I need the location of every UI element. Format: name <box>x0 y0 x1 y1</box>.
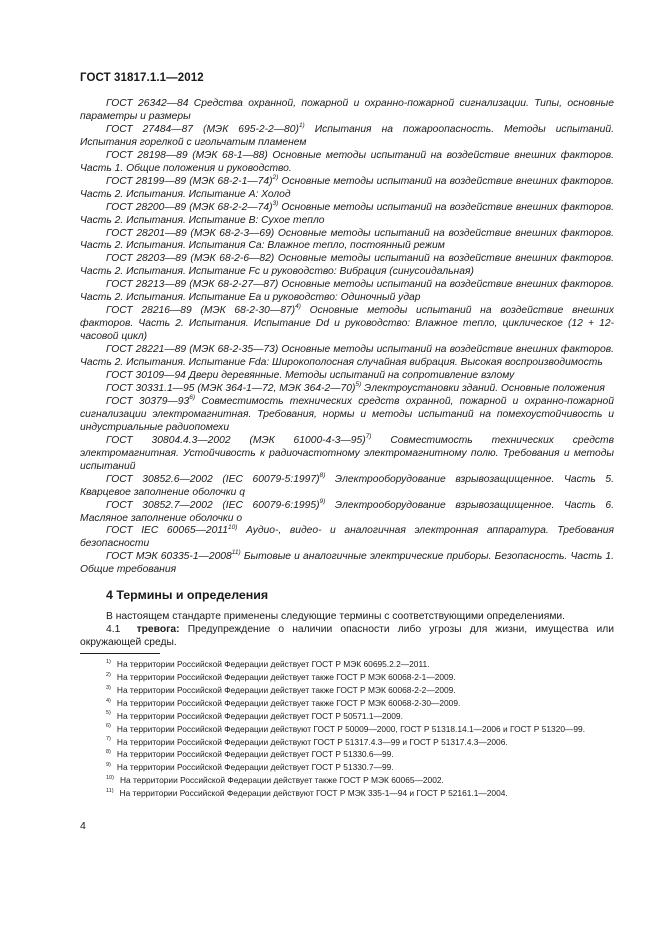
footnotes-list <box>80 658 614 800</box>
reference-item <box>80 497 614 526</box>
footnote-mark: 5) <box>355 381 362 389</box>
footnote-text: На территории Российской Федерации действует ГОСТ Р МЭК 60695.2.2—2011. <box>116 659 430 670</box>
reference-text: ГОСТ 30804.4.3—2002 (МЭК 61000-4-3—95) <box>106 434 366 446</box>
reference-text: ГОСТ IEC 60065—2011 <box>106 525 228 537</box>
normative-references-list <box>80 98 614 577</box>
footnote-number: 6) <box>106 723 111 730</box>
document-header: ГОСТ 31817.1.1—2012 <box>80 72 204 84</box>
footnote-item <box>80 787 614 800</box>
footnote-item <box>80 736 614 749</box>
reference-item <box>80 199 614 228</box>
reference-item <box>80 551 614 577</box>
footnote-item <box>80 658 614 671</box>
reference-title: Совместимость технических средств охранной, пожарной и охранно-пожарной сигнализации электромагнитная. Требования, нормы и методы испытаний на помехоустойчивость и индустриальные радиопомехи <box>80 395 614 433</box>
reference-text: ГОСТ 28203—89 (МЭК 68-2-6—82) Основные методы испытаний на воздействие внешних факторов. Часть 2. Испытания. Испытание Fc и руководство: Вибрация (синусоидальная) <box>80 253 614 278</box>
reference-title: Электрооборудование взрывозащищенное. Часть 6. Масляное заполнение оболочки о <box>80 499 614 524</box>
reference-item <box>80 383 614 396</box>
reference-text: ГОСТ 28221—89 (МЭК 68-2-35—73) Основные методы испытаний на воздействие внешних факторов. Часть 2. Испытания. Испытание Fda: Широкополосная случайная вибрация. Высокая воспроизводимость <box>80 344 614 369</box>
reference-text: ГОСТ 28201—89 (МЭК 68-2-3—69) Основные методы испытаний на воздействие внешних факторов. Часть 2. Испытания. Испытания Са: Влажное тепло, постоянный режим <box>80 227 614 252</box>
reference-text: ГОСТ 26342—84 Средства охранной, пожарной и охранно-пожарной сигнализации. Типы, основные параметры и размеры <box>80 98 614 122</box>
reference-text: ГОСТ МЭК 60335-1—2008 <box>106 551 232 563</box>
reference-item <box>80 253 614 279</box>
reference-title: Основные методы испытаний на воздействие внешних факторов. Часть 2. Испытания. Испытание Dd и руководство: Влажное тепло, циклическое (12 + 12-часовой цикл) <box>80 305 614 343</box>
reference-item <box>80 471 614 500</box>
footnote-item <box>80 697 614 710</box>
footnote-text: На территории Российской Федерации действует ГОСТ Р 51330.6—99. <box>116 749 394 760</box>
footnote-mark: 10) <box>228 523 238 531</box>
footnote-text: На территории Российской Федерации действует также ГОСТ Р МЭК 60068-2-2—2009. <box>116 684 456 695</box>
footnote-mark: 3) <box>272 199 279 207</box>
footnote-number: 10) <box>106 774 114 781</box>
reference-text: ГОСТ 28216—89 (МЭК 68-2-30—87) <box>106 305 296 317</box>
reference-text: ГОСТ 30852.7—2002 (IEC 60079-6:1995) <box>106 499 320 511</box>
reference-item <box>80 305 614 344</box>
footnote-number: 2) <box>106 671 111 678</box>
page-number: 4 <box>80 820 86 832</box>
footnote-text: На территории Российской Федерации действуют ГОСТ Р 51317.4.3—99 и ГОСТ Р 51317.4.3—2006. <box>116 736 508 747</box>
footnote-text: На территории Российской Федерации действует ГОСТ Р 51330.7—99. <box>116 762 394 773</box>
reference-item <box>80 370 614 383</box>
reference-item <box>80 98 614 124</box>
footnote-mark: 4) <box>295 303 301 311</box>
reference-text: ГОСТ 28213—89 (МЭК 68-2-27—87) Основные методы испытаний на воздействие внешних факторов. Часть 2. Испытания. Испытание Ea и руководство: Одиночный удар <box>80 279 614 304</box>
footnote-item <box>80 761 614 774</box>
footnote-mark: 1) <box>298 121 305 129</box>
footnote-item <box>80 671 614 684</box>
reference-text: ГОСТ 30852.6—2002 (IEC 60079-5:1997) <box>106 473 320 485</box>
reference-item <box>80 525 614 551</box>
footnote-number: 1) <box>106 658 111 665</box>
footnote-separator <box>80 653 160 654</box>
footnote-item <box>80 684 614 697</box>
footnote-mark: 11) <box>231 549 241 557</box>
footnote-number: 9) <box>106 762 111 769</box>
reference-text: ГОСТ 28199—89 (МЭК 68-2-1—74) <box>106 175 273 187</box>
footnote-text: На территории Российской Федерации действуют ГОСТ Р МЭК 335-1—94 и ГОСТ Р 52161.1—2004. <box>119 788 508 799</box>
definition-4-1 <box>80 624 614 650</box>
reference-text: ГОСТ 30331.1—95 (МЭК 364-1—72, МЭК 364-2—70) <box>106 382 356 394</box>
reference-title: Испытания на пожароопасность. Методы испытаний. Испытания горелкой с игольчатым пламенем <box>80 123 614 148</box>
section-title: 4 Термины и определения <box>106 588 269 603</box>
footnote-mark: 9) <box>319 497 326 505</box>
footnote-text: На территории Российской Федерации действуют ГОСТ Р 50009—2000, ГОСТ Р 51318.14.1—2006 и ГОСТ Р 51320—99. <box>116 723 586 734</box>
footnote-text: На территории Российской Федерации действует также ГОСТ Р МЭК 60068-2-30—2009. <box>116 697 461 708</box>
document-body <box>80 98 614 800</box>
reference-item <box>80 228 614 254</box>
reference-text: ГОСТ 30379—93 <box>106 395 190 407</box>
reference-text: ГОСТ 28198—89 (МЭК 68-1—88) Основные методы испытаний на воздействие внешних факторов. Часть 1. Общие положения и руководство. <box>80 149 614 174</box>
footnote-number: 4) <box>106 697 111 704</box>
section-intro: В настоящем стандарте применены следующие термины с соответствующими определениями. <box>106 611 566 623</box>
reference-text: ГОСТ 27484—87 (МЭК 695-2-2—80) <box>106 123 299 135</box>
reference-title: Совместимость технических средств электромагнитная. Устойчивость к радиочастотному электромагнитному полю. Требования и методы испытаний <box>80 434 614 472</box>
reference-text: ГОСТ 28200—89 (МЭК 68-2-2—74) <box>106 201 273 213</box>
definition-number: 4.1 <box>106 624 121 636</box>
reference-title: Электроустановки зданий. Основные положения <box>361 382 605 394</box>
footnote-mark: 2) <box>272 173 279 181</box>
reference-title: Основные методы испытаний на воздействие внешних факторов. Часть 2. Испытания. Испытание А: Холод <box>80 175 614 200</box>
reference-item <box>80 432 614 474</box>
footnote-mark: 6) <box>189 394 196 401</box>
footnote-text: На территории Российской Федерации действует ГОСТ Р 50571.1—2009. <box>116 710 403 721</box>
reference-item <box>80 344 614 370</box>
footnote-item <box>80 774 614 787</box>
reference-item <box>80 396 614 435</box>
footnote-number: 11) <box>106 787 114 794</box>
reference-title: Электрооборудование взрывозащищенное. Часть 5. Кварцевое заполнение оболочки q <box>80 473 614 498</box>
footnote-number: 3) <box>106 684 111 691</box>
reference-text: ГОСТ 30109—94 Двери деревянные. Методы испытаний на сопротивление взлому <box>106 370 515 382</box>
footnote-number: 8) <box>106 749 111 756</box>
footnote-item <box>80 723 614 736</box>
reference-title: Бытовые и аналогичные электрические приборы. Безопасность. Часть 1. Общие требования <box>80 551 615 576</box>
footnote-text: На территории Российской Федерации действует также ГОСТ Р МЭК 60068-2-1—2009. <box>116 671 456 682</box>
footnote-mark: 7) <box>365 432 372 440</box>
footnote-item <box>80 710 614 723</box>
footnote-mark: 8) <box>319 471 326 479</box>
reference-item <box>80 173 614 202</box>
reference-item <box>80 279 614 305</box>
reference-title: Основные методы испытаний на воздействие внешних факторов. Часть 2. Испытания. Испытание В: Сухое тепло <box>80 201 614 226</box>
footnote-number: 5) <box>106 710 111 717</box>
reference-title: Аудио-, видео- и аналогичная электронная аппаратура. Требования безопасности <box>80 525 614 550</box>
reference-item <box>80 150 614 176</box>
definition-text: Предупреждение о наличии опасности либо угрозы для жизни, имущества или окружающей среды. <box>80 624 614 649</box>
footnote-item <box>80 748 614 761</box>
footnote-number: 7) <box>106 736 111 743</box>
definition-term: тревога: <box>136 624 180 636</box>
footnote-text: На территории Российской Федерации действует также ГОСТ Р МЭК 60065—2002. <box>119 775 444 786</box>
reference-item <box>80 121 614 150</box>
